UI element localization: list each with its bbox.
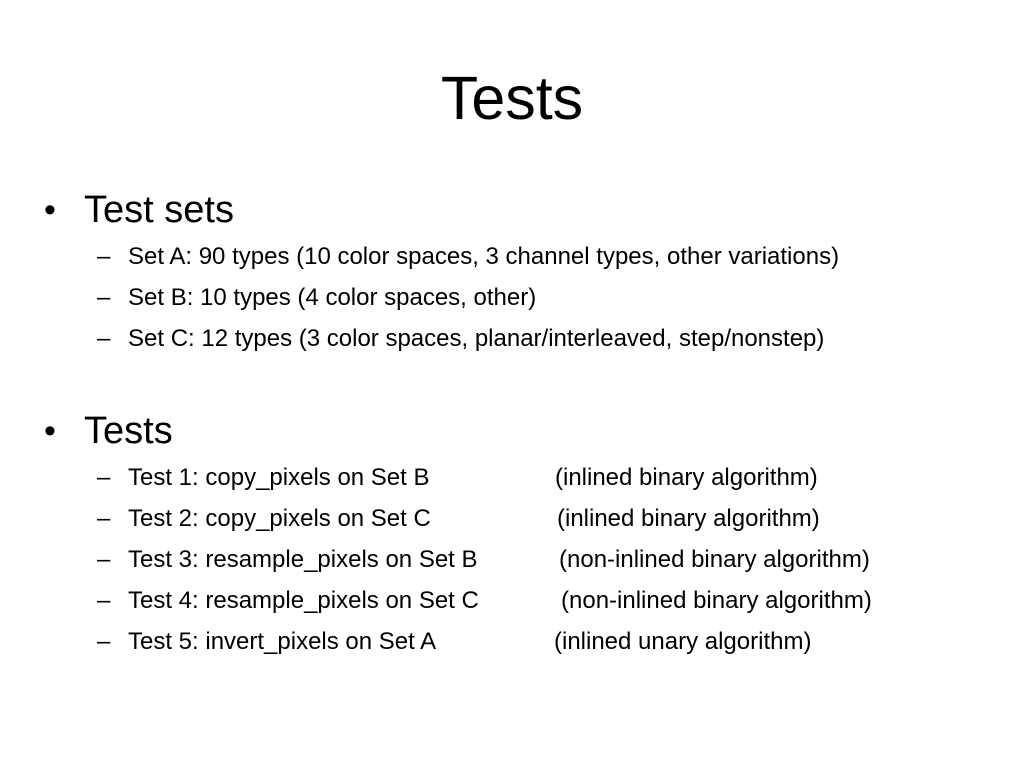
dash-icon: – bbox=[97, 325, 111, 352]
list-item-note: (inlined binary algorithm) bbox=[557, 505, 820, 532]
dash-icon: – bbox=[97, 546, 111, 573]
list-item-text: Set A: 90 types (10 color spaces, 3 channel types, other variations) bbox=[128, 243, 840, 270]
dash-icon: – bbox=[97, 243, 111, 270]
list-item-text: Test 5: invert_pixels on Set A bbox=[128, 628, 437, 655]
list-item-note: (non-inlined binary algorithm) bbox=[561, 587, 872, 614]
dash-icon: – bbox=[97, 284, 111, 311]
bullet-icon: • bbox=[44, 412, 56, 450]
list-item-note: (inlined unary algorithm) bbox=[554, 628, 812, 655]
list-item-note: (inlined binary algorithm) bbox=[555, 464, 818, 491]
list-item-text: Set C: 12 types (3 color spaces, planar/interleaved, step/nonstep) bbox=[128, 325, 825, 352]
dash-icon: – bbox=[97, 628, 111, 655]
slide-title: Tests bbox=[440, 64, 584, 132]
bullet-heading: Tests bbox=[84, 410, 173, 452]
bullet-icon: • bbox=[44, 191, 56, 229]
list-item-text: Test 2: copy_pixels on Set C bbox=[128, 505, 431, 532]
bullet-heading: Test sets bbox=[84, 189, 234, 231]
list-item-note: (non-inlined binary algorithm) bbox=[559, 546, 870, 573]
dash-icon: – bbox=[97, 464, 111, 491]
list-item-text: Test 3: resample_pixels on Set B bbox=[128, 546, 478, 573]
dash-icon: – bbox=[97, 505, 111, 532]
dash-icon: – bbox=[97, 587, 111, 614]
list-item-text: Set B: 10 types (4 color spaces, other) bbox=[128, 284, 537, 311]
list-item-text: Test 4: resample_pixels on Set C bbox=[128, 587, 479, 614]
list-item-text: Test 1: copy_pixels on Set B bbox=[128, 464, 430, 491]
